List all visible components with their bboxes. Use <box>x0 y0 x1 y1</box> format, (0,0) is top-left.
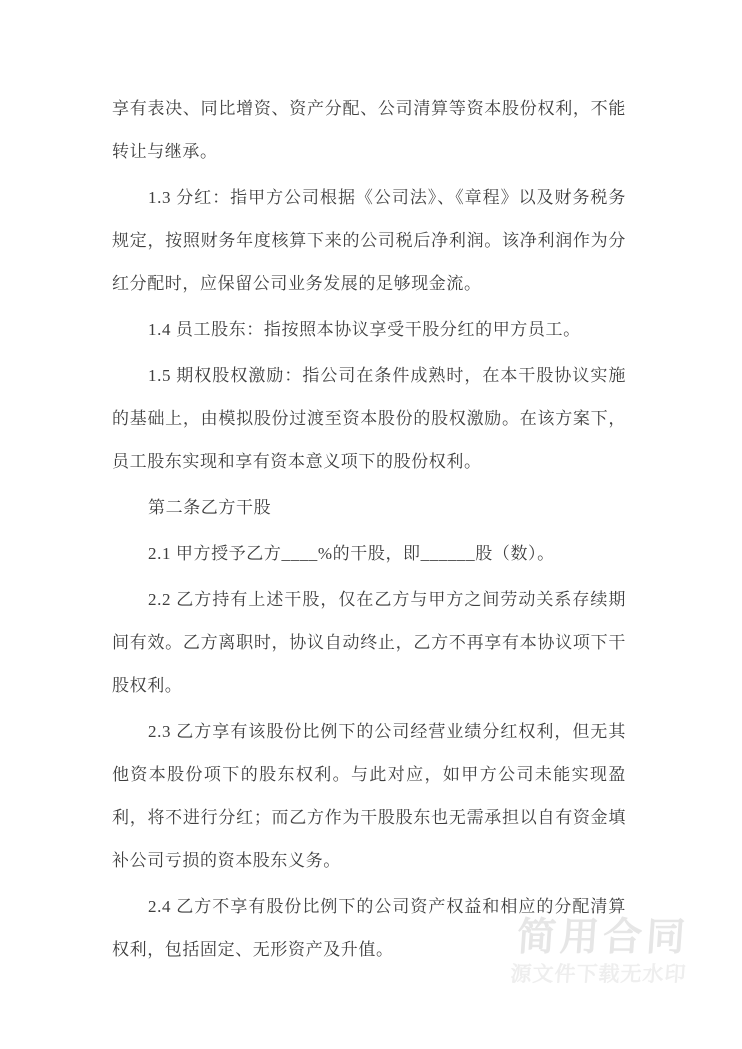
watermark-subtitle: 源文件下载无水印 <box>509 963 688 986</box>
clause-2-1: 2.1 甲方授予乙方____%的干股，即______股（数）。 <box>148 544 555 563</box>
clause-2-3: 2.3 乙方享有该股份比例下的公司经营业绩分红权利，但无其他资本股份项下的股东权利。与此对应，如甲方公司未能实现盈利，将不进行分红；而乙方作为干股股东也无需承担以自有资金填补公司亏损的资本股东义务。 <box>112 722 626 870</box>
clause-1-5: 1.5 期权股权激励：指公司在条件成熟时，在本干股协议实施的基础上，由模拟股份过渡至资本股份的股权激励。在该方案下，员工股东实现和享有资本意义项下的股份权利。 <box>112 366 626 471</box>
document-body <box>112 87 626 974</box>
clause-1-3: 1.3 分红：指甲方公司根据《公司法》、《章程》以及财务税务规定，按照财务年度核算下来的公司税后净利润。该净利润作为分红分配时，应保留公司业务发展的足够现金流。 <box>112 188 626 293</box>
watermark-title: 简用合同 <box>515 916 691 959</box>
clause-2-2: 2.2 乙方持有上述干股，仅在乙方与甲方之间劳动关系存续期间有效。乙方离职时，协议自动终止，乙方不再享有本协议项下干股权利。 <box>112 590 626 695</box>
clause-2-4: 2.4 乙方不享有股份比例下的公司资产权益和相应的分配清算权利，包括固定、无形资产及升值。 <box>112 897 626 959</box>
paragraph-continuation: 享有表决、同比增资、资产分配、公司清算等资本股份权利，不能转让与继承。 <box>112 99 626 161</box>
heading-article-2: 第二条乙方干股 <box>148 498 272 517</box>
clause-1-4: 1.4 员工股东：指按照本协议享受干股分红的甲方员工。 <box>148 320 581 339</box>
